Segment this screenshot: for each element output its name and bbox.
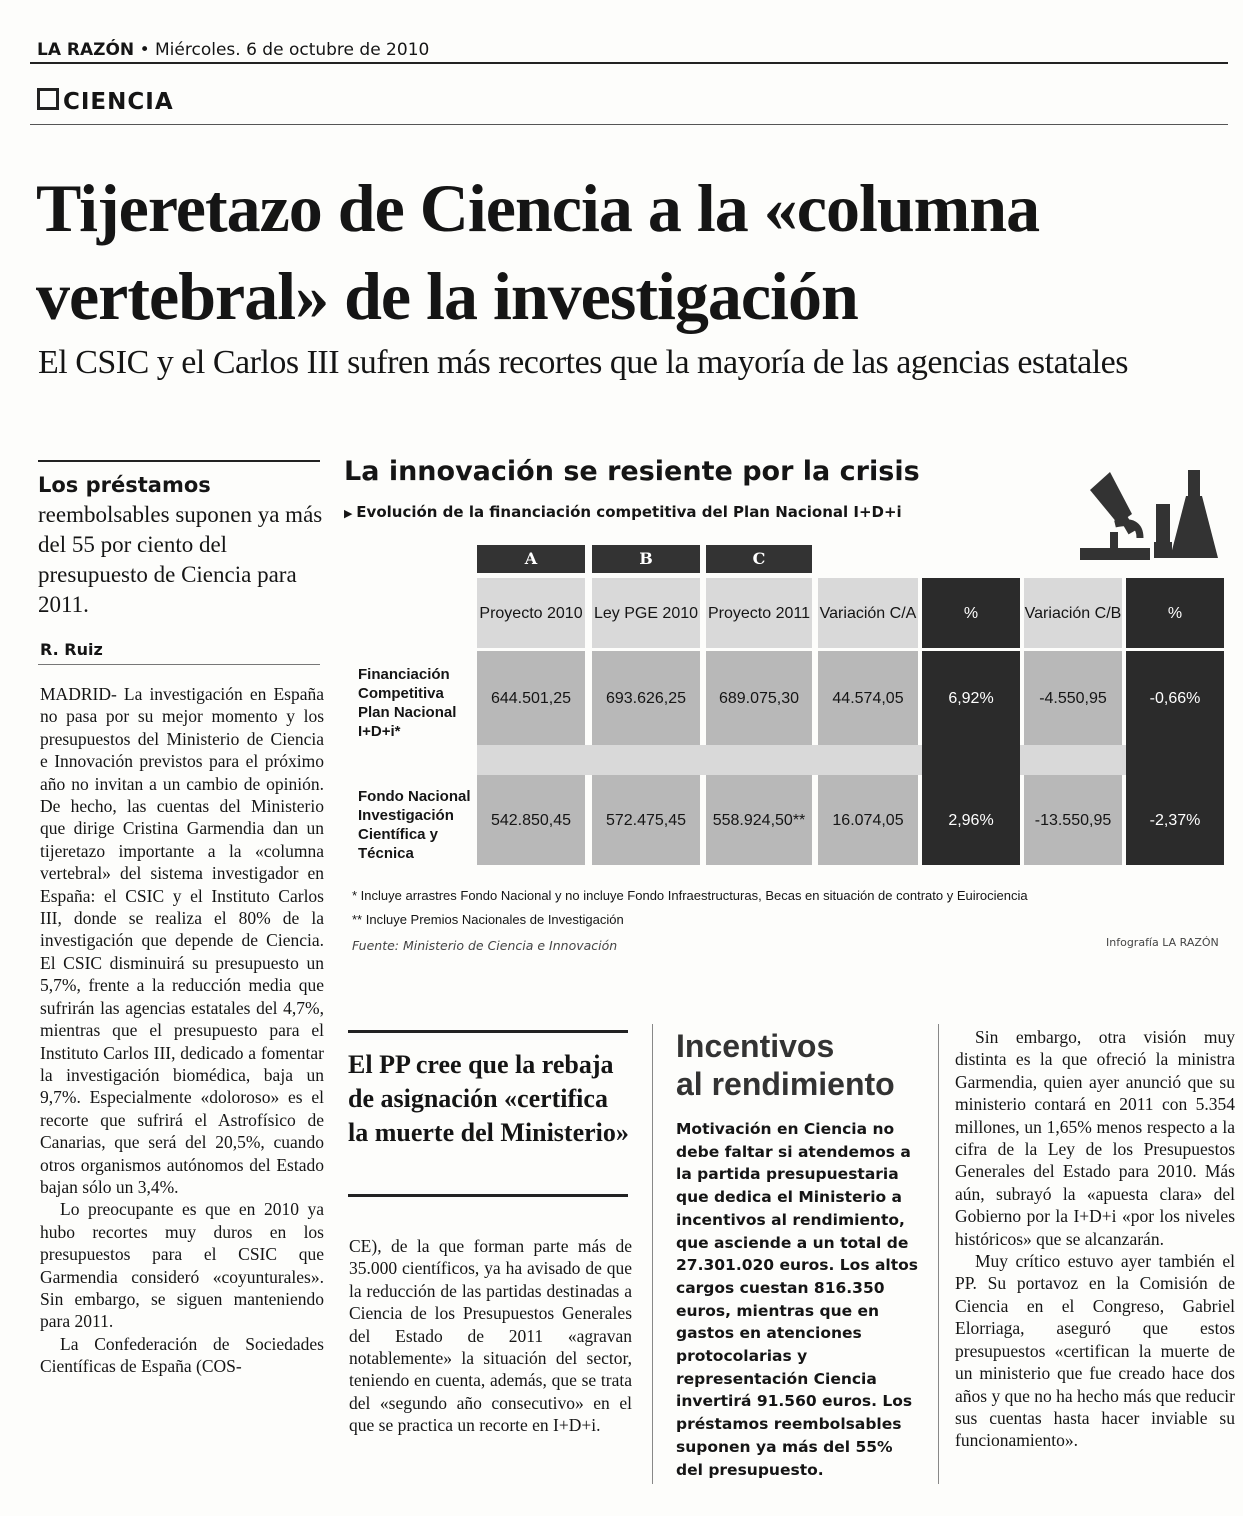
pp-bottom-rule (348, 1194, 628, 1197)
pp-top-rule (348, 1030, 628, 1033)
section-rule (30, 124, 1228, 125)
col-header-proyecto-2011: Proyecto 2011 (706, 578, 812, 648)
lead-rest: reembolsables suponen ya más del 55 por ciento del presupuesto de Ciencia para 2011. (38, 502, 323, 617)
cell-r1-variacion-ca: 44.574,05 (818, 651, 918, 745)
row-label-fondo-nacional: Fondo Nacional Investigación Científica y Técnica (358, 788, 471, 862)
col-header-pct-ca: % (922, 578, 1020, 648)
col-header-ley-pge-2010: Ley PGE 2010 (592, 578, 700, 648)
incentivos-headline (676, 1027, 895, 1103)
section-name: CIENCIA (63, 89, 174, 115)
pp-headline: El PP cree que la rebaja de asignación «certifica la muerte del Ministerio» (348, 1050, 629, 1147)
cell-r2-pct-ca: 2,96% (922, 775, 1020, 865)
note-1: * Incluye arrastres Fondo Nacional y no incluye Fondo Infraestructuras, Becas en situación de contrato y Euirociencia (352, 888, 1028, 903)
col-letter-c: C (706, 545, 812, 573)
col-letter-a: A (477, 545, 585, 573)
article-column-2 (349, 1235, 632, 1437)
col4-paragraph-1: Sin embargo, otra visión muy distinta es la que ofreció la ministra Garmendia, quien ayer anunció que su ministerio contará en 2011 con 5.354 millones, un 1,65% menos respecto a la cifra de la Ley de los Presupuestos Generales del Estado para 2010. Más aún, subrayó la «apuesta clara» del Gobierno por la I+D+i «por los niveles históricos» que se alcanzarán. (955, 1027, 1235, 1249)
article-column-1 (40, 683, 324, 1378)
row-label-financiacion: Financiación Competitiva Plan Nacional I+D+i* (358, 666, 457, 740)
separator-dot: • (139, 40, 156, 60)
cell-r1-proyecto-2011: 689.075,30 (706, 651, 812, 745)
paper-name: LA RAZÓN (37, 40, 135, 60)
note-2: ** Incluye Premios Nacionales de Investigación (352, 912, 624, 927)
cell-r2-ley-pge-2010: 572.475,45 (592, 775, 700, 865)
budget-table (344, 545, 1224, 865)
headline: Tijeretazo de Ciencia a la «columna vertebral» de la investigación (36, 170, 1040, 334)
bullet-icon: ▶ (344, 507, 357, 520)
col1-paragraph-2: Lo preocupante es que en 2010 ya hubo recortes muy duros en los presupuestos para el CSIC que Garmendia consideró «coyunturales». Sin embargo, se siguen manteniendo para 2011. (40, 1199, 324, 1332)
lead-summary (38, 470, 323, 620)
cell-r2-variacion-ca: 16.074,05 (818, 775, 918, 865)
col-header-variacion-cb: Variación C/B (1024, 578, 1122, 648)
incentivos-headline-line2: al rendimiento (676, 1066, 895, 1102)
cell-r2-pct-cb: -2,37% (1126, 775, 1224, 865)
table-spacer-band (477, 745, 922, 775)
table-notes (352, 884, 1028, 932)
cell-r2-proyecto-2011: 558.924,50** (706, 775, 812, 865)
author-byline: R. Ruiz (40, 640, 103, 659)
col1-paragraph-1: MADRID- La investigación en España no pasa por su mejor momento y los presupuestos del Ministerio de Ciencia e Innovación previstos para el próximo año no invitan a un cambio de opinión. De hecho, las cuentas del Ministerio que dirige Cristina Garmendia dan un tijeretazo importante a la «columna vertebral» del sistema investigador en España: el CSIC y el Instituto Carlos III, donde se realiza el 80% de la investigación que depende de Ciencia. El CSIC disminuirá su presupuesto un 5,7%, frente a la reducción media que sufrirán las agencias estatales del 4,7%, mientras que el presupuesto para el Instituto Carlos III, dedicado a fomentar la investigación biomédica, baja un 9,7%. Especialmente «doloroso» es el recorte que sufrirá el Astrofísico de Canarias, que será del 20,5%, cuando otros organismos autónomos del Estado bajan sólo un 3,4%. (40, 684, 324, 1197)
author-rule (38, 664, 320, 665)
masthead (37, 40, 429, 60)
table-spacer-dark-1 (922, 745, 1020, 775)
incentivos-headline-line1: Incentivos (676, 1028, 835, 1064)
cell-r1-variacion-cb: -4.550,95 (1024, 651, 1122, 745)
infographic-credit: Infografía LA RAZÓN (1106, 936, 1219, 949)
col-header-pct-cb: % (1126, 578, 1224, 648)
infographic-subtitle (344, 503, 902, 521)
cell-r1-ley-pge-2010: 693.626,25 (592, 651, 700, 745)
incentivos-body: Motivación en Ciencia no debe faltar si atendemos a la partida presupuestaria que dedica el Ministerio a incentivos al rendimiento, que asciende a un total de 27.301.020 euros. Los altos cargos cuestan 816.350 euros, mientras que en gastos en atenciones protocolarias y representación Ciencia invertirá 91.560 euros. Los préstamos reembolsables suponen ya más del 55% del presupuesto. (676, 1120, 919, 1479)
col-header-proyecto-2010: Proyecto 2010 (477, 578, 585, 648)
section-box-icon (37, 88, 59, 110)
lead-bold: Los préstamos (38, 473, 211, 497)
infographic-title: La innovación se resiente por la crisis (344, 456, 920, 487)
column-divider-1 (652, 1024, 653, 1484)
cell-r2-variacion-cb: -13.550,95 (1024, 775, 1122, 865)
table-spacer-dark-2 (1126, 745, 1224, 775)
subheadline: El CSIC y el Carlos III sufren más recortes que la mayoría de las agencias estatales (38, 344, 1128, 381)
col4-paragraph-2: Muy crítico estuvo ayer también el PP. Su portavoz en la Comisión de Ciencia en el Congreso, Gabriel Elorriaga, aseguró que estos presupuestos «certifican la muerte de un ministerio que fue creado hace dos años y que no ha hecho más que reducir sus cuentas hasta hacer inviable su funcionamiento». (955, 1251, 1235, 1451)
cell-r1-pct-cb: -0,66% (1126, 651, 1224, 745)
infographic-subtitle-text: Evolución de la financiación competitiva del Plan Nacional I+D+i (356, 503, 902, 521)
col1-paragraph-3: La Confederación de Sociedades Científicas de España (COS- (40, 1333, 324, 1377)
lead-rule (38, 460, 320, 462)
table-spacer-band-2 (1020, 745, 1126, 775)
column-divider-2 (938, 1024, 939, 1484)
masthead-date: Miércoles. 6 de octubre de 2010 (155, 40, 430, 60)
cell-r2-proyecto-2010: 542.850,45 (477, 775, 585, 865)
col-letter-b: B (592, 545, 700, 573)
col2-paragraph: CE), de la que forman parte más de 35.000 científicos, ya ha avisado de que la reducción de las partidas destinadas a Ciencia de los Presupuestos Generales del Estado de 2011 «agravan notablemente» la situación del sector, teniendo en cuenta, además, que se trata del «segundo año consecutivo» en el que se practica un recorte en I+D+i. (349, 1236, 632, 1436)
top-rule (30, 62, 1228, 64)
source-note: Fuente: Ministerio de Ciencia e Innovación (352, 938, 618, 953)
article-column-4 (955, 1026, 1235, 1452)
section-label (37, 88, 174, 115)
col-header-variacion-ca: Variación C/A (818, 578, 918, 648)
cell-r1-pct-ca: 6,92% (922, 651, 1020, 745)
cell-r1-proyecto-2010: 644.501,25 (477, 651, 585, 745)
